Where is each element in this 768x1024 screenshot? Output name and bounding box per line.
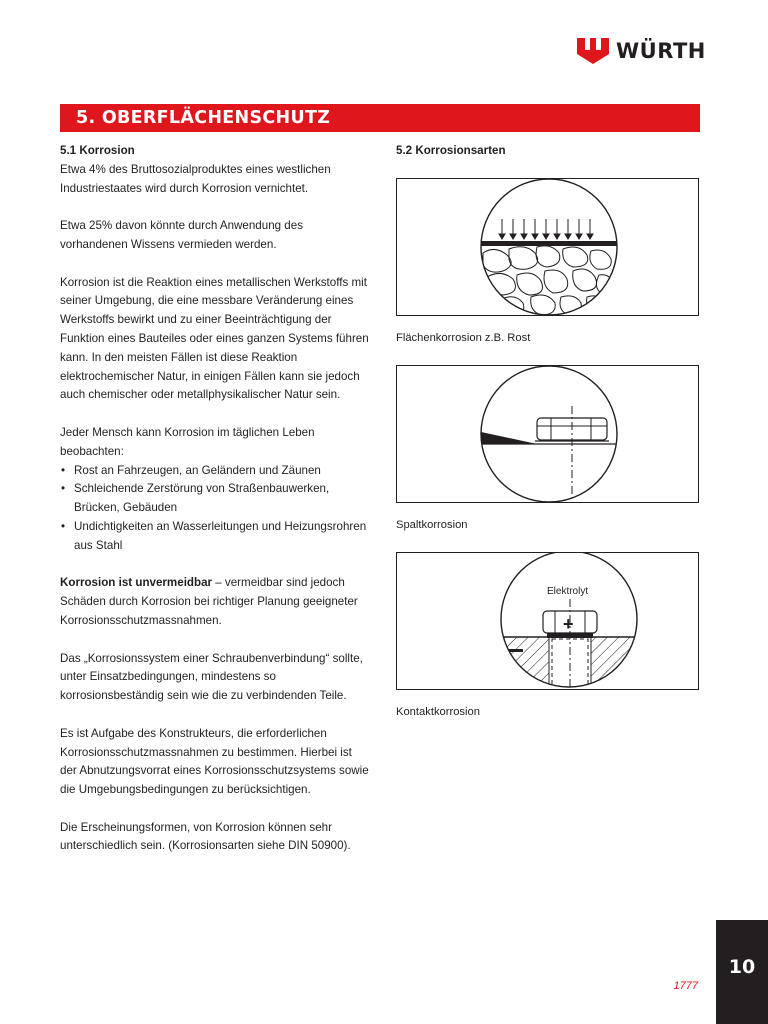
paragraph: Die Erscheinungsformen, von Korrosion können sehr unterschiedlich sein. (Korrosionsarten siehe DIN 50900). (60, 820, 351, 853)
paragraph-continuation: – vermeidbar sind jedoch Schäden durch Korrosion bei richtiger Planung geeigneter Korrosionsschutzmassnahmen. (60, 576, 358, 627)
paragraph (60, 574, 370, 630)
list-item: • Undichtigkeiten an Wasserleitungen und Heizungsrohren aus Stahl (60, 518, 370, 556)
wuerth-logo (576, 36, 706, 66)
right-column (396, 142, 702, 161)
list-item: • Schleichende Zerstörung von Straßenbauwerken, Brücken, Gebäuden (60, 480, 370, 518)
contact-corrosion-diagram-icon (397, 553, 698, 689)
list-item: • Rost an Fahrzeugen, an Geländern und Zäunen (60, 462, 370, 481)
crevice-corrosion-diagram-icon (397, 366, 698, 502)
wuerth-logo-mark-icon (576, 36, 610, 66)
bullet-list (60, 462, 370, 556)
section-title: 5. OBERFLÄCHENSCHUTZ (60, 104, 700, 132)
paragraph: Es ist Aufgabe des Konstrukteurs, die erforderlichen Korrosionsschutzmassnahmen zu bestimmen. Hierbei ist der Abnutzungsvorrat eines Korrosionsschutzsystems sowie die Umgebungsbedingungen zu berücksichtigen. (60, 726, 369, 797)
page-number: 1777 (673, 980, 698, 992)
figure-flaechenkorrosion (396, 178, 699, 316)
chapter-tab (716, 920, 768, 1024)
left-column (60, 142, 370, 875)
figure-kontaktkorrosion (396, 552, 699, 690)
minus-sign-label: – (510, 656, 511, 657)
section-heading-korrosion: 5.1 Korrosion (60, 144, 135, 157)
paragraph: Etwa 4% des Bruttosozialproduktes eines westlichen Industriestaates wird durch Korrosion vernichtet. (60, 162, 331, 195)
paragraph: Das „Korrosionssystem einer Schraubenverbindung“ sollte, unter Einsatzbedingungen, mindestens so korrosionsbeständig sein wie die zu verbindenden Teile. (60, 651, 363, 703)
logo-wordmark: WÜRTH (616, 39, 706, 63)
section-heading-korrosionsarten: 5.2 Korrosionsarten (396, 144, 506, 157)
figure-caption: Kontaktkorrosion (396, 706, 480, 718)
plus-sign-label: + (563, 614, 574, 634)
chapter-number: 10 (728, 956, 756, 978)
paragraph: Jeder Mensch kann Korrosion im täglichen Leben beobachten: (60, 425, 315, 458)
figure-caption: Flächenkorrosion z.B. Rost (396, 332, 531, 344)
surface-corrosion-diagram-icon (397, 179, 698, 315)
figure-caption: Spaltkorrosion (396, 519, 468, 531)
paragraph: Etwa 25% davon könnte durch Anwendung des vorhandenen Wissens vermieden werden. (60, 219, 303, 251)
electrolyte-label: Elektrolyt (547, 586, 589, 597)
figure-spaltkorrosion (396, 365, 699, 503)
bold-statement: Korrosion ist unvermeidbar (60, 576, 213, 590)
paragraph: Korrosion ist die Reaktion eines metallischen Werkstoffs mit seiner Umgebung, die eine messbare Veränderung eines Werkstoffs bewirkt und zu einer Beeinträchtigung der Funktion eines Bauteiles oder eines ganzen Systems führen kann. In den meisten Fällen ist diese Reaktion elektrochemischer Natur, in einigen Fällen kann sie jedoch auch chemischer oder metallphysikalischer Natur sein. (60, 275, 369, 402)
